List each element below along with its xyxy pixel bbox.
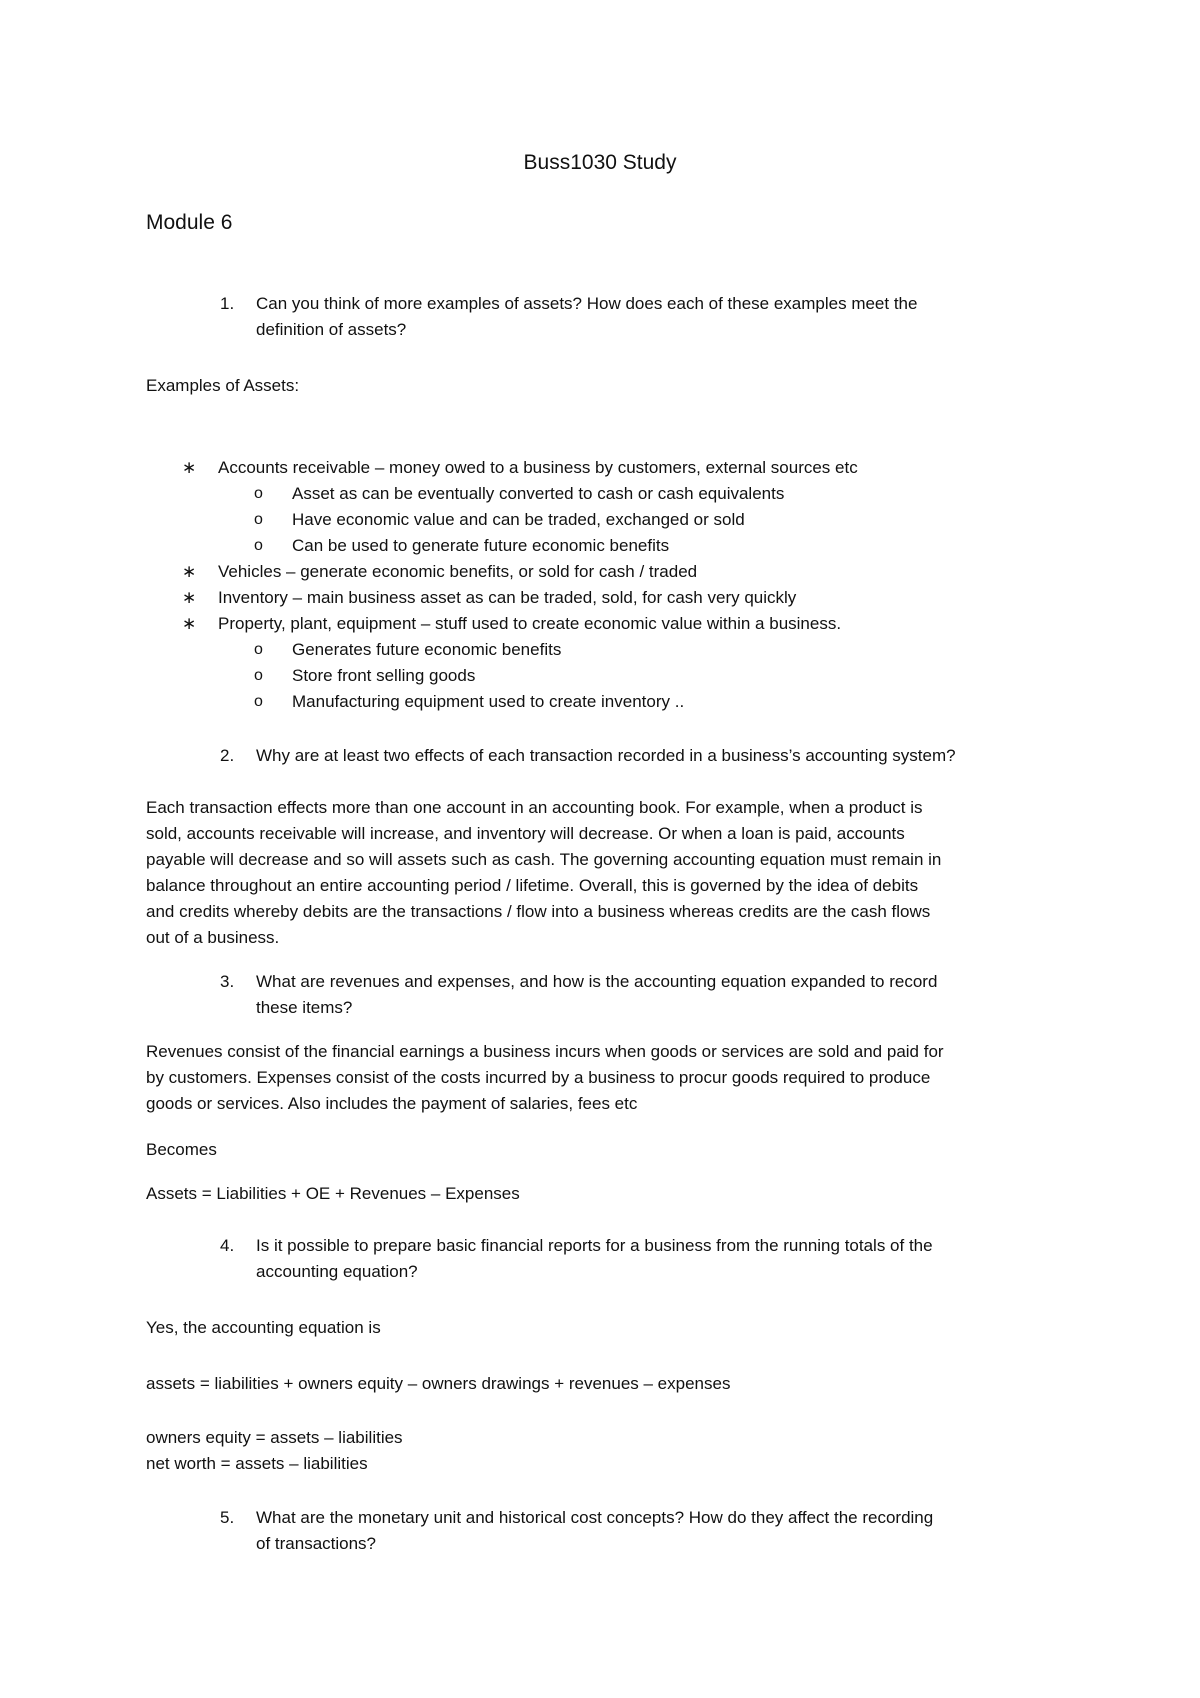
question-1-line: Can you think of more examples of assets? How does each of these examples meet the bbox=[256, 294, 918, 313]
question-4-line: Is it possible to prepare basic financial reports for a business from the running totals of the bbox=[256, 1236, 933, 1255]
bullet-marker: ∗ bbox=[182, 588, 197, 607]
answer-2-line: out of a business. bbox=[146, 928, 280, 947]
question-3-number: 3. bbox=[220, 972, 235, 991]
answer-4-net-worth: net worth = assets – liabilities bbox=[146, 1454, 368, 1473]
answer-2-line: sold, accounts receivable will increase, and inventory will decrease. Or when a loan is paid, accounts bbox=[146, 824, 905, 843]
question-2-line: Why are at least two effects of each transaction recorded in a business’s accounting system? bbox=[256, 746, 956, 765]
examples-heading: Examples of Assets: bbox=[146, 376, 300, 395]
answer-3-equation: Assets = Liabilities + OE + Revenues – Expenses bbox=[146, 1184, 520, 1203]
sub-bullet-marker: o bbox=[254, 511, 263, 528]
bullet-item: Inventory – main business asset as can be traded, sold, for cash very quickly bbox=[218, 588, 797, 607]
question-5-line: What are the monetary unit and historical cost concepts? How do they affect the recording bbox=[256, 1508, 934, 1527]
bullet-marker: ∗ bbox=[182, 458, 197, 477]
bullet-item: Accounts receivable – money owed to a business by customers, external sources etc bbox=[218, 458, 858, 477]
answer-2-line: payable will decrease and so will assets such as cash. The governing accounting equation must remain in bbox=[146, 850, 942, 869]
bullet-item: Vehicles – generate economic benefits, or sold for cash / traded bbox=[218, 562, 698, 581]
sub-bullet-item: Can be used to generate future economic benefits bbox=[292, 536, 670, 555]
sub-bullet-marker: o bbox=[254, 667, 263, 684]
question-5-number: 5. bbox=[220, 1508, 235, 1527]
sub-bullet-item: Have economic value and can be traded, exchanged or sold bbox=[292, 510, 745, 529]
sub-bullet-marker: o bbox=[254, 641, 263, 658]
question-1-number: 1. bbox=[220, 294, 235, 313]
sub-bullet-item: Store front selling goods bbox=[292, 666, 476, 685]
answer-2-line: and credits whereby debits are the transactions / flow into a business whereas credits are the cash flows bbox=[146, 902, 931, 921]
answer-3-line: by customers. Expenses consist of the costs incurred by a business to procur goods required to produce bbox=[146, 1068, 931, 1087]
sub-bullet-marker: o bbox=[254, 693, 263, 710]
question-4-line: accounting equation? bbox=[256, 1262, 418, 1281]
sub-bullet-item: Asset as can be eventually converted to cash or cash equivalents bbox=[292, 484, 785, 503]
answer-3-line: Revenues consist of the financial earnings a business incurs when goods or services are sold and paid for bbox=[146, 1042, 944, 1061]
question-1-line: definition of assets? bbox=[256, 320, 407, 339]
answer-3-line: goods or services. Also includes the payment of salaries, fees etc bbox=[146, 1094, 638, 1113]
bullet-marker: ∗ bbox=[182, 562, 197, 581]
question-4-number: 4. bbox=[220, 1236, 235, 1255]
answer-2-line: balance throughout an entire accounting period / lifetime. Overall, this is governed by the idea of debits bbox=[146, 876, 919, 895]
sub-bullet-marker: o bbox=[254, 537, 263, 554]
bullet-item: Property, plant, equipment – stuff used to create economic value within a business. bbox=[218, 614, 842, 633]
sub-bullet-item: Manufacturing equipment used to create inventory .. bbox=[292, 692, 685, 711]
bullet-marker: ∗ bbox=[182, 614, 197, 633]
sub-bullet-item: Generates future economic benefits bbox=[292, 640, 562, 659]
question-2-number: 2. bbox=[220, 746, 235, 765]
answer-4-equation: assets = liabilities + owners equity – owners drawings + revenues – expenses bbox=[146, 1374, 731, 1393]
answer-4-owners-equity: owners equity = assets – liabilities bbox=[146, 1428, 403, 1447]
question-3-line: these items? bbox=[256, 998, 353, 1017]
document-title: Buss1030 Study bbox=[523, 151, 677, 174]
question-3-line: What are revenues and expenses, and how is the accounting equation expanded to record bbox=[256, 972, 938, 991]
answer-2-line: Each transaction effects more than one account in an accounting book. For example, when a product is bbox=[146, 798, 923, 817]
sub-bullet-marker: o bbox=[254, 485, 263, 502]
answer-3-becomes: Becomes bbox=[146, 1140, 217, 1159]
answer-4-intro: Yes, the accounting equation is bbox=[146, 1318, 381, 1337]
question-5-line: of transactions? bbox=[256, 1534, 377, 1553]
module-heading: Module 6 bbox=[146, 211, 233, 234]
